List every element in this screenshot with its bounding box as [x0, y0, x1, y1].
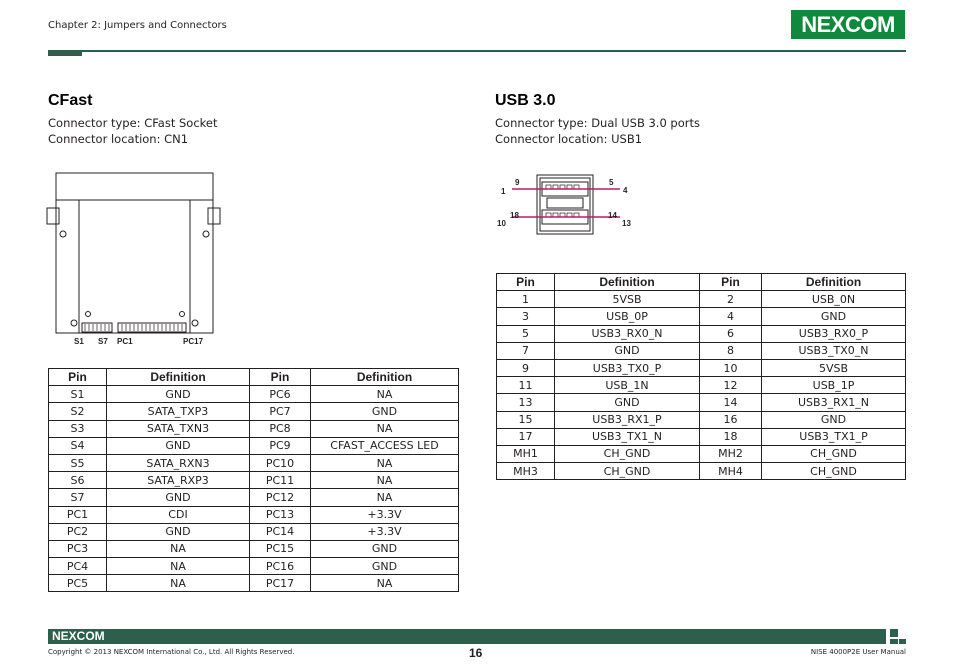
- pin-cell: S7: [49, 489, 107, 506]
- table-row: [49, 437, 459, 454]
- usb-heading: USB 3.0: [495, 92, 556, 109]
- label-pin-10: 10: [497, 219, 506, 228]
- pin-cell: PC9: [250, 437, 311, 454]
- nexcom-logo: [791, 10, 905, 39]
- pin-cell: 4: [700, 308, 762, 325]
- pin-cell: PC7: [250, 403, 311, 420]
- manual-title: NISE 4000P2E User Manual: [810, 648, 906, 656]
- copyright: Copyright © 2013 NEXCOM International Co., Ltd. All Rights Reserved.: [48, 648, 295, 656]
- definition-cell: SATA_RXN3: [107, 454, 250, 471]
- definition-cell: GND: [762, 308, 906, 325]
- pin-cell: 5: [497, 325, 555, 342]
- pin-cell: PC13: [250, 506, 311, 523]
- table-row: [497, 325, 906, 342]
- definition-cell: GND: [107, 523, 250, 540]
- table-row: [497, 463, 906, 480]
- definition-cell: 5VSB: [555, 291, 700, 308]
- col-pin: Pin: [250, 369, 311, 386]
- table-row: [497, 411, 906, 428]
- pin-cell: PC17: [250, 575, 311, 592]
- pin-cell: PC10: [250, 454, 311, 471]
- pin-cell: 18: [700, 428, 762, 445]
- usb-table-body: [497, 291, 906, 480]
- header-divider: [48, 50, 906, 52]
- table-row: [497, 342, 906, 359]
- definition-cell: USB_1N: [555, 377, 700, 394]
- pin-cell: PC15: [250, 540, 311, 557]
- footer-square: [899, 639, 906, 644]
- col-definition: Definition: [762, 274, 906, 291]
- label-s1: S1: [74, 337, 84, 346]
- label-pin-13: 13: [622, 219, 631, 228]
- definition-cell: GND: [311, 558, 459, 575]
- col-pin: Pin: [700, 274, 762, 291]
- footer-logo: NEXCOM: [52, 629, 105, 643]
- pin-cell: PC1: [49, 506, 107, 523]
- table-row: [49, 403, 459, 420]
- definition-cell: NA: [311, 489, 459, 506]
- pin-cell: PC14: [250, 523, 311, 540]
- pin-cell: MH4: [700, 463, 762, 480]
- table-row: [49, 454, 459, 471]
- pin-cell: 16: [700, 411, 762, 428]
- pin-cell: S6: [49, 472, 107, 489]
- pin-cell: PC5: [49, 575, 107, 592]
- definition-cell: CH_GND: [762, 463, 906, 480]
- col-pin: Pin: [497, 274, 555, 291]
- definition-cell: NA: [311, 454, 459, 471]
- pin-cell: PC3: [49, 540, 107, 557]
- definition-cell: USB_0P: [555, 308, 700, 325]
- pin-cell: 17: [497, 428, 555, 445]
- table-row: [49, 420, 459, 437]
- label-pin-9: 9: [515, 178, 520, 187]
- pin-cell: MH3: [497, 463, 555, 480]
- definition-cell: NA: [311, 575, 459, 592]
- cfast-heading: CFast: [48, 92, 93, 109]
- definition-cell: USB3_RX0_P: [762, 325, 906, 342]
- pin-cell: 1: [497, 291, 555, 308]
- footer-square: [890, 639, 898, 644]
- table-row: [49, 386, 459, 403]
- definition-cell: +3.3V: [311, 506, 459, 523]
- usb-connector-type: Connector type: Dual USB 3.0 ports: [495, 116, 701, 130]
- definition-cell: NA: [311, 472, 459, 489]
- label-s7: S7: [98, 337, 108, 346]
- definition-cell: GND: [555, 342, 700, 359]
- table-row: [497, 308, 906, 325]
- col-definition: Definition: [555, 274, 700, 291]
- definition-cell: GND: [107, 437, 250, 454]
- definition-cell: NA: [311, 386, 459, 403]
- pin-cell: 12: [700, 377, 762, 394]
- definition-cell: USB3_TX1_N: [555, 428, 700, 445]
- pin-cell: 13: [497, 394, 555, 411]
- cfast-table-body: [49, 386, 459, 592]
- table-row: [497, 377, 906, 394]
- pin-cell: PC16: [250, 558, 311, 575]
- definition-cell: USB_1P: [762, 377, 906, 394]
- pin-cell: MH1: [497, 445, 555, 462]
- table-row: [497, 291, 906, 308]
- table-row: [49, 558, 459, 575]
- definition-cell: GND: [107, 386, 250, 403]
- definition-cell: NA: [107, 558, 250, 575]
- cfast-connector-location: Connector location: CN1: [48, 132, 189, 146]
- pin-cell: S3: [49, 420, 107, 437]
- table-header-row: [497, 274, 906, 291]
- definition-cell: SATA_TXN3: [107, 420, 250, 437]
- pin-cell: S4: [49, 437, 107, 454]
- definition-cell: USB3_RX1_P: [555, 411, 700, 428]
- label-pin-5: 5: [609, 178, 614, 187]
- pin-cell: 9: [497, 359, 555, 376]
- definition-cell: USB3_TX0_N: [762, 342, 906, 359]
- usb-connector-location: Connector location: USB1: [495, 132, 643, 146]
- table-row: [49, 506, 459, 523]
- pin-cell: 14: [700, 394, 762, 411]
- label-pin-14: 14: [608, 211, 617, 220]
- definition-cell: CH_GND: [762, 445, 906, 462]
- definition-cell: CH_GND: [555, 445, 700, 462]
- definition-cell: 5VSB: [762, 359, 906, 376]
- definition-cell: USB3_TX0_P: [555, 359, 700, 376]
- table-row: [497, 428, 906, 445]
- cfast-connector-type: Connector type: CFast Socket: [48, 116, 218, 130]
- pin-cell: 2: [700, 291, 762, 308]
- definition-cell: USB_0N: [762, 291, 906, 308]
- table-row: [49, 540, 459, 557]
- cfast-socket-diagram: [44, 170, 224, 350]
- table-row: [49, 523, 459, 540]
- pin-cell: PC4: [49, 558, 107, 575]
- definition-cell: SATA_RXP3: [107, 472, 250, 489]
- pin-cell: 11: [497, 377, 555, 394]
- pin-cell: S2: [49, 403, 107, 420]
- pin-cell: S5: [49, 454, 107, 471]
- footer-square: [890, 629, 898, 637]
- definition-cell: GND: [762, 411, 906, 428]
- footer-bar: [48, 629, 886, 644]
- col-definition: Definition: [107, 369, 250, 386]
- label-pin-1: 1: [501, 187, 506, 196]
- table-row: [497, 445, 906, 462]
- table-row: [497, 394, 906, 411]
- table-row: [49, 472, 459, 489]
- pin-cell: 6: [700, 325, 762, 342]
- header-accent: [48, 50, 82, 56]
- definition-cell: GND: [311, 403, 459, 420]
- pin-cell: 3: [497, 308, 555, 325]
- definition-cell: CFAST_ACCESS LED: [311, 437, 459, 454]
- label-pc17: PC17: [183, 337, 204, 346]
- table-row: [49, 575, 459, 592]
- label-pin-18: 18: [510, 211, 519, 220]
- pin-cell: 10: [700, 359, 762, 376]
- pin-cell: PC2: [49, 523, 107, 540]
- definition-cell: USB3_RX1_N: [762, 394, 906, 411]
- col-definition: Definition: [311, 369, 459, 386]
- definition-cell: +3.3V: [311, 523, 459, 540]
- pin-cell: S1: [49, 386, 107, 403]
- col-pin: Pin: [49, 369, 107, 386]
- table-header-row: [49, 369, 459, 386]
- cfast-pin-table: [48, 368, 459, 592]
- pin-cell: 8: [700, 342, 762, 359]
- pin-cell: 15: [497, 411, 555, 428]
- label-pin-4: 4: [623, 186, 628, 195]
- definition-cell: CDI: [107, 506, 250, 523]
- pin-cell: PC12: [250, 489, 311, 506]
- logo-text: NEXCOM: [801, 11, 895, 37]
- definition-cell: GND: [311, 540, 459, 557]
- pin-cell: PC11: [250, 472, 311, 489]
- definition-cell: SATA_TXP3: [107, 403, 250, 420]
- table-row: [49, 489, 459, 506]
- definition-cell: NA: [311, 420, 459, 437]
- usb-connector-diagram: [494, 172, 644, 238]
- page-number: 16: [469, 646, 483, 660]
- definition-cell: GND: [555, 394, 700, 411]
- definition-cell: CH_GND: [555, 463, 700, 480]
- pin-cell: PC6: [250, 386, 311, 403]
- definition-cell: NA: [107, 540, 250, 557]
- definition-cell: GND: [107, 489, 250, 506]
- table-row: [497, 359, 906, 376]
- pin-cell: 7: [497, 342, 555, 359]
- definition-cell: NA: [107, 575, 250, 592]
- chapter-title: Chapter 2: Jumpers and Connectors: [48, 20, 227, 31]
- label-pc1: PC1: [117, 337, 133, 346]
- usb-pin-table: [496, 273, 906, 480]
- definition-cell: USB3_RX0_N: [555, 325, 700, 342]
- pin-cell: MH2: [700, 445, 762, 462]
- definition-cell: USB3_TX1_P: [762, 428, 906, 445]
- pin-cell: PC8: [250, 420, 311, 437]
